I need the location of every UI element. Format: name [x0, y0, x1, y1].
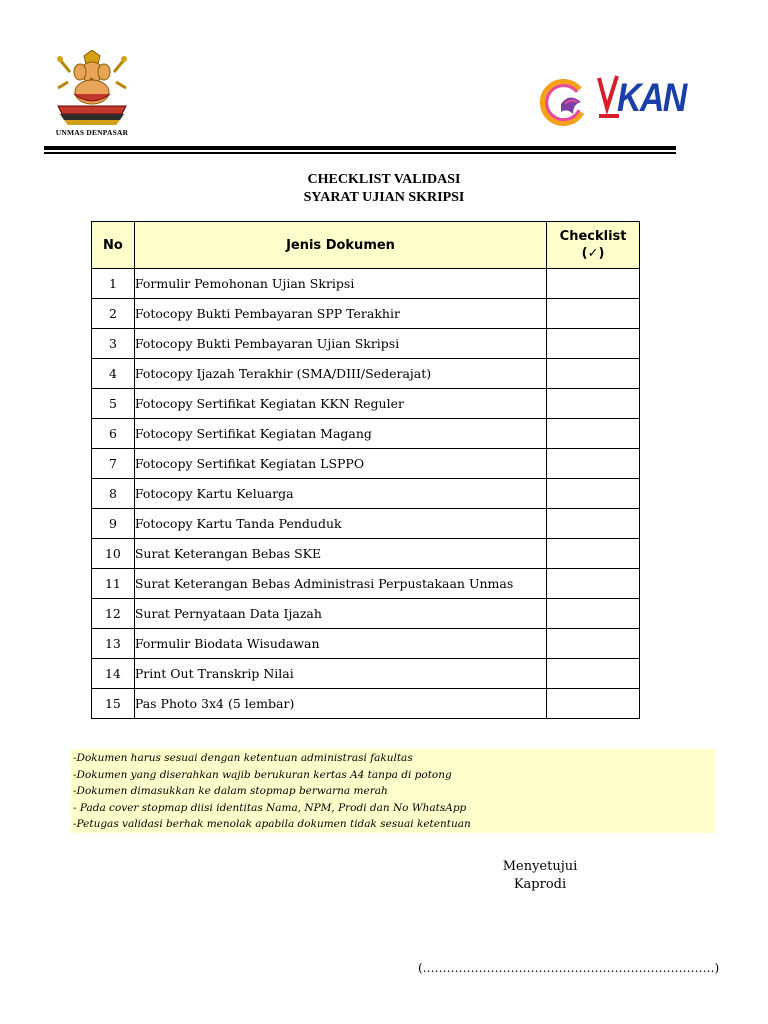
- table-row: [92, 329, 640, 359]
- table-row: [92, 479, 640, 509]
- row-number: 1: [92, 269, 135, 299]
- document-name: Fotocopy Kartu Keluarga: [134, 479, 546, 509]
- header-no: No: [92, 222, 135, 269]
- document-name: Fotocopy Bukti Pembayaran Ujian Skripsi: [134, 329, 546, 359]
- table-row: [92, 629, 640, 659]
- ganesha-emblem-icon: [50, 50, 134, 126]
- row-number: 5: [92, 389, 135, 419]
- checklist-cell[interactable]: [547, 539, 640, 569]
- checklist-cell[interactable]: [547, 269, 640, 299]
- document-name: Surat Keterangan Bebas Administrasi Perpustakaan Unmas: [134, 569, 546, 599]
- table-row: [92, 569, 640, 599]
- document-name: Fotocopy Sertifikat Kegiatan Magang: [134, 419, 546, 449]
- document-name: Formulir Pemohonan Ujian Skripsi: [134, 269, 546, 299]
- document-name: Fotocopy Sertifikat Kegiatan LSPPO: [134, 449, 546, 479]
- table-header-row: [92, 222, 640, 269]
- row-number: 12: [92, 599, 135, 629]
- document-title: CHECKLIST VALIDASI: [307, 172, 461, 187]
- document-subtitle: SYARAT UJIAN SKRIPSI: [303, 190, 465, 205]
- approver-role: Kaprodi: [513, 877, 567, 892]
- unmas-caption: UNMAS DENPASAR: [55, 128, 129, 137]
- row-number: 4: [92, 359, 135, 389]
- checklist-cell[interactable]: [547, 419, 640, 449]
- checklist-cell[interactable]: [547, 569, 640, 599]
- document-name: Fotocopy Bukti Pembayaran SPP Terakhir: [134, 299, 546, 329]
- checkmark-icon: (✓): [581, 246, 605, 261]
- note-item: -Petugas validasi berhak menolak apabila dokumen tidak sesuai ketentuan: [73, 818, 471, 831]
- checklist-cell[interactable]: [547, 389, 640, 419]
- header-checklist: [547, 222, 640, 269]
- note-item: -Dokumen harus sesuai dengan ketentuan administrasi fakultas: [73, 752, 413, 764]
- table-row: [92, 599, 640, 629]
- row-number: 8: [92, 479, 135, 509]
- checklist-cell[interactable]: [547, 509, 640, 539]
- document-name: Surat Keterangan Bebas SKE: [134, 539, 546, 569]
- document-name: Print Out Transkrip Nilai: [134, 659, 546, 689]
- header-checklist-label: Checklist: [559, 229, 627, 244]
- signature-name-line: (……………………………………………………………….): [418, 961, 720, 975]
- row-number: 9: [92, 509, 135, 539]
- table-row: [92, 299, 640, 329]
- table-row: [92, 509, 640, 539]
- row-number: 6: [92, 419, 135, 449]
- ikan-logo-icon: [537, 78, 587, 128]
- row-number: 11: [92, 569, 135, 599]
- document-name: Surat Pernyataan Data Ijazah: [134, 599, 546, 629]
- document-name: Fotocopy Kartu Tanda Penduduk: [134, 509, 546, 539]
- checklist-cell[interactable]: [547, 629, 640, 659]
- document-name: Formulir Biodata Wisudawan: [134, 629, 546, 659]
- checklist-cell[interactable]: [547, 599, 640, 629]
- table-row: [92, 449, 640, 479]
- table-row: [92, 689, 640, 719]
- table-row: [92, 359, 640, 389]
- header-document: Jenis Dokumen: [134, 222, 546, 269]
- ikan-logo: [537, 72, 686, 132]
- table-row: [92, 419, 640, 449]
- row-number: 10: [92, 539, 135, 569]
- checklist-cell[interactable]: [547, 479, 640, 509]
- checklist-cell[interactable]: [547, 299, 640, 329]
- note-item: -Dokumen dimasukkan ke dalam stopmap berwarna merah: [73, 785, 388, 798]
- row-number: 14: [92, 659, 135, 689]
- checklist-cell[interactable]: [547, 359, 640, 389]
- header-divider-thick: [44, 146, 676, 150]
- checklist-cell[interactable]: [547, 659, 640, 689]
- row-number: 3: [92, 329, 135, 359]
- checklist-table: [91, 221, 640, 719]
- checklist-cell[interactable]: [547, 689, 640, 719]
- unmas-logo: [50, 50, 134, 140]
- document-name: Pas Photo 3x4 (5 lembar): [134, 689, 546, 719]
- checklist-cell[interactable]: [547, 329, 640, 359]
- ikan-logo-text: KAN: [617, 76, 686, 120]
- document-name: Fotocopy Sertifikat Kegiatan KKN Reguler: [134, 389, 546, 419]
- table-row: [92, 539, 640, 569]
- note-item: -Dokumen yang diserahkan wajib berukuran kertas A4 tanpa di potong: [73, 768, 452, 781]
- document-name: Fotocopy Ijazah Terakhir (SMA/DIII/Sederajat): [134, 359, 546, 389]
- table-row: [92, 389, 640, 419]
- row-number: 13: [92, 629, 135, 659]
- table-row: [92, 269, 640, 299]
- note-item: - Pada cover stopmap diisi identitas Nama, NPM, Prodi dan No WhatsApp: [73, 801, 467, 814]
- row-number: 15: [92, 689, 135, 719]
- checklist-cell[interactable]: [547, 449, 640, 479]
- header-divider-thin: [44, 152, 676, 154]
- approval-label: Menyetujui: [502, 859, 578, 874]
- table-row: [92, 659, 640, 689]
- notes-box: [70, 749, 715, 833]
- row-number: 2: [92, 299, 135, 329]
- row-number: 7: [92, 449, 135, 479]
